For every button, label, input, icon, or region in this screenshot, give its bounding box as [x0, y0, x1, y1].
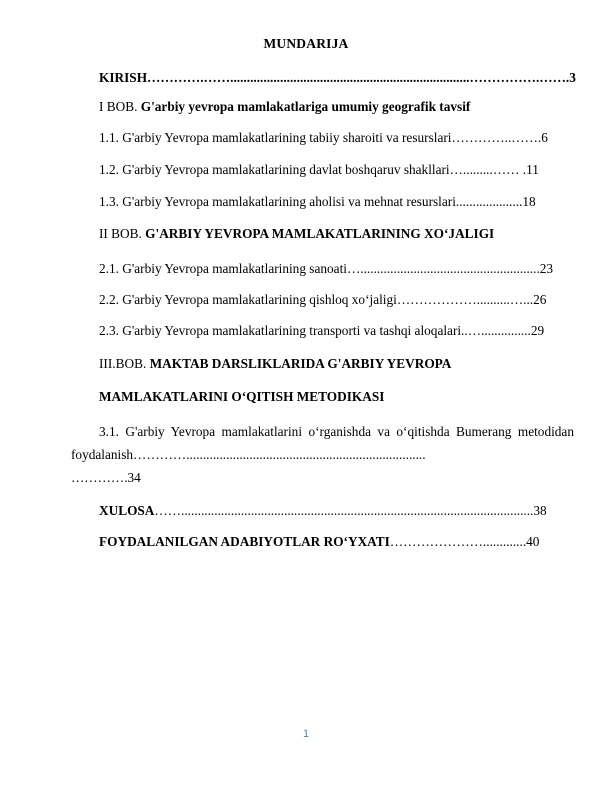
- page-title: MUNDARIJA: [263, 36, 349, 51]
- toc-chapter-3: [99, 355, 451, 373]
- toc-entry-kirish: KIRISH………….……........................................................................…………….…….3: [99, 70, 576, 85]
- chapter-heading: G'ARBIY YEVROPA MAMLAKATLARINING XO‘JALIGI: [145, 226, 495, 241]
- page-number: 1: [302, 728, 310, 740]
- chapter-heading: G'arbiy yevropa mamlakatlariga umumiy geografik tavsif: [140, 99, 471, 114]
- toc-chapter-3-continued: MAMLAKATLARINI O‘QITISH METODIKASI: [99, 389, 385, 404]
- toc-entry-1-1: 1.1. G'arbiy Yevropa mamlakatlarining tabiiy sharoiti va resurslari…………..…….6: [99, 130, 548, 145]
- toc-entry-adabiyotlar: [99, 533, 539, 551]
- toc-chapter-2: [99, 225, 494, 243]
- entry-leader: ……..........................................................................................................38: [154, 503, 547, 518]
- entry-heading: FOYDALANILGAN ADABIYOTLAR RO‘YXATI: [99, 534, 390, 549]
- toc-entry-3-1-line1: 3.1. G'arbiy Yevropa mamlakatlarini o‘rganishda va o‘qitishda Bumerang metodidan foydalanish…………........................................................................: [71, 424, 574, 462]
- toc-entry-3-1: [71, 420, 574, 489]
- toc-entry-xulosa: [99, 502, 547, 520]
- entry-heading: XULOSA: [99, 503, 155, 518]
- chapter-prefix: III.BOB.: [99, 356, 150, 371]
- chapter-prefix: II BOB.: [99, 226, 146, 241]
- toc-entry-3-1-line2: ………….34: [71, 470, 141, 485]
- toc-chapter-1: [99, 98, 470, 116]
- toc-entry-2-1: 2.1. G'arbiy Yevropa mamlakatlarining sanoati…......................................................23: [99, 261, 554, 276]
- toc-entry-2-3: 2.3. G'arbiy Yevropa mamlakatlarining transporti va tashqi aloqalari..…...............29: [99, 323, 545, 338]
- toc-entry-1-3: 1.3. G'arbiy Yevropa mamlakatlarining aholisi va mehnat resurslari....................18: [99, 194, 536, 209]
- chapter-prefix: I BOB.: [99, 99, 141, 114]
- chapter-heading: MAKTAB DARSLIKLARIDA G'ARBIY YEVROPA: [149, 356, 452, 371]
- toc-entry-2-2: 2.2. G'arbiy Yevropa mamlakatlarining qishloq xo‘jaligi………………..........…...26: [99, 292, 547, 307]
- toc-entry-1-2: 1.2. G'arbiy Yevropa mamlakatlarining davlat boshqaruv shakllari….........…… .11: [99, 162, 539, 177]
- entry-leader: ………………….............40: [389, 534, 540, 549]
